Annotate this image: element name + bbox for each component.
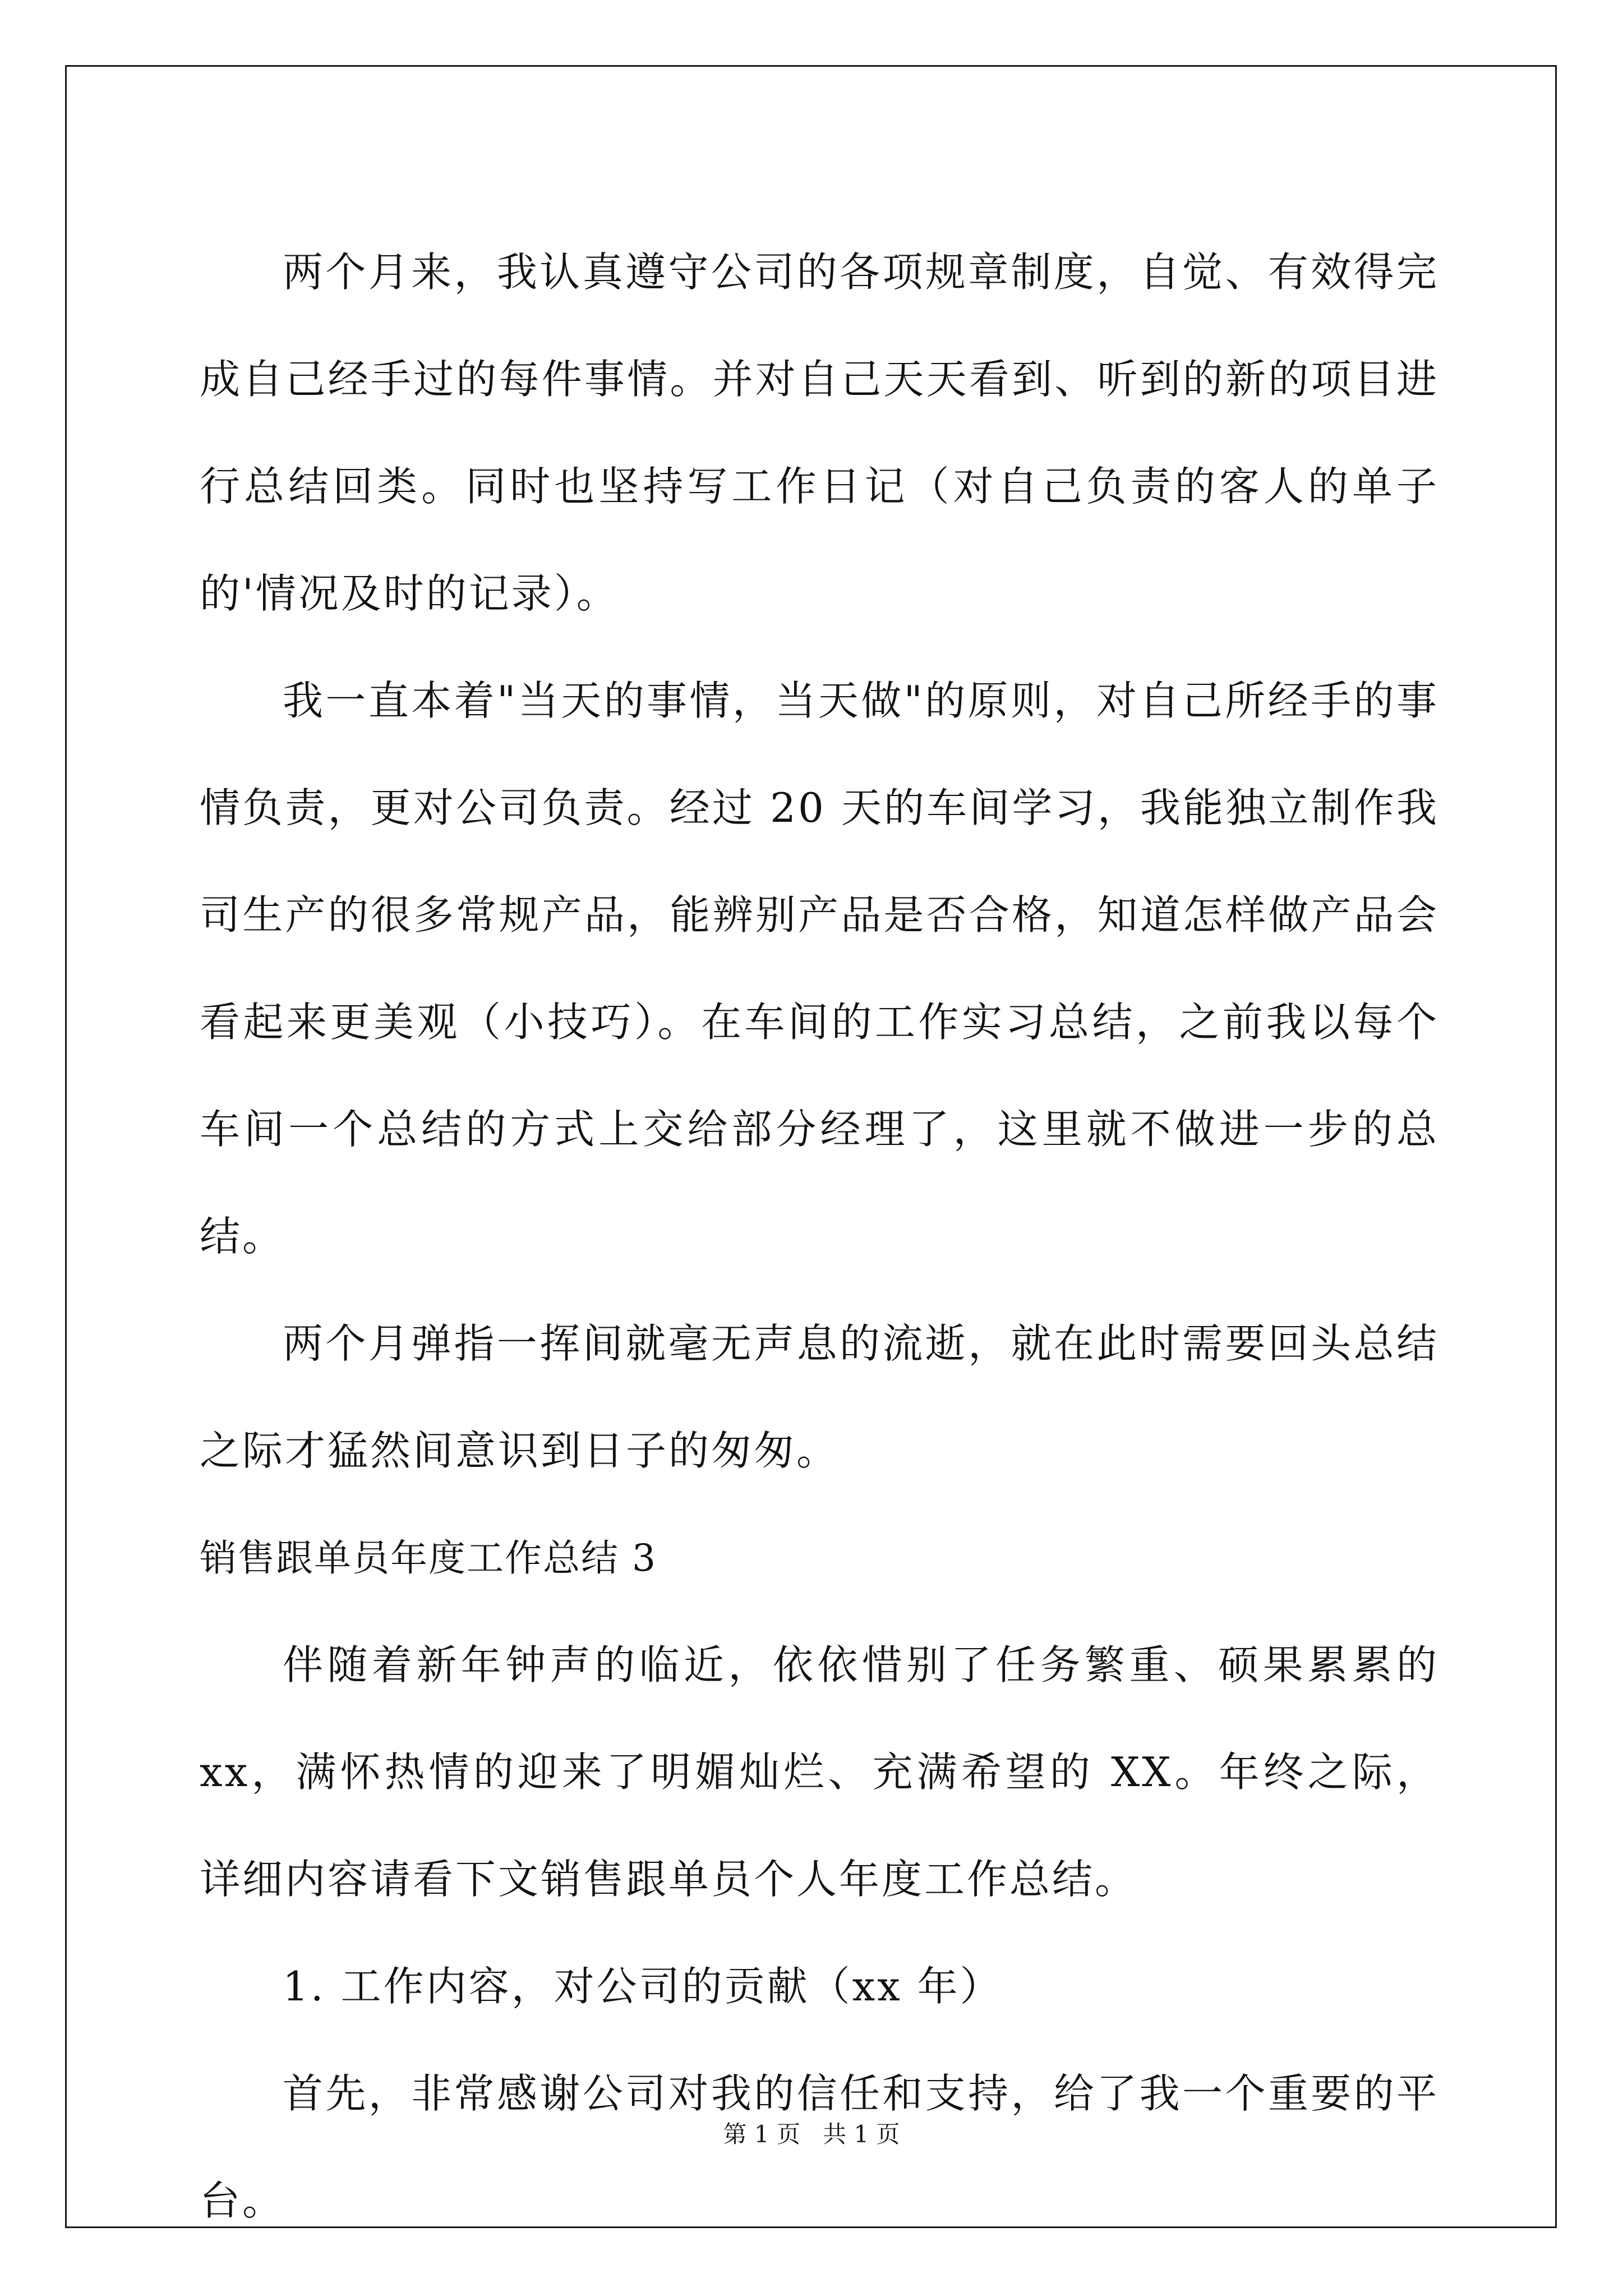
document-body <box>200 219 1454 2254</box>
page-footer: 第 1 页 共 1 页 <box>723 2120 900 2148</box>
paragraph-6: 首先，非常感谢公司对我的信任和支持，给了我一个重要的平台。 <box>200 2070 1439 2224</box>
paragraph-3: 两个月弹指一挥间就毫无声息的流逝，就在此时需要回头总结之际才猛然间意识到日子的匆匆。 <box>200 1320 1439 1474</box>
paragraph-2: 我一直本着"当天的事情，当天做"的原则，对自己所经手的事情负责，更对公司负责。经过 20 天的车间学习，我能独立制作我司生产的很多常规产品，能辨别产品是否合格，知道怎样做产品会看起来更美观（小技巧）。在车间的工作实习总结，之前我以每个车间一个总结的方式上交给部分经理了，这里就不做进一步的总结。 <box>200 677 1439 1260</box>
paragraph-4: 伴随着新年钟声的临近，依依惜别了任务繁重、硕果累累的 xx，满怀热情的迎来了明媚灿烂、充满希望的 XX。年终之际， 详细内容请看下文销售跟单员个人年度工作总结。 <box>200 1641 1454 1903</box>
paragraph-1: 两个月来，我认真遵守公司的各项规章制度，自觉、有效得完成自己经手过的每件事情。并对自己天天看到、听到的新的项目进行总结回类。同时也坚持写工作日记（对自己负责的客人的单子的'情况及时的记录）。 <box>200 249 1439 617</box>
paragraph-5: 1. 工作内容，对公司的贡献（xx 年） <box>283 1963 1003 2010</box>
section-heading: 销售跟单员年度工作总结 3 <box>200 1536 657 1580</box>
